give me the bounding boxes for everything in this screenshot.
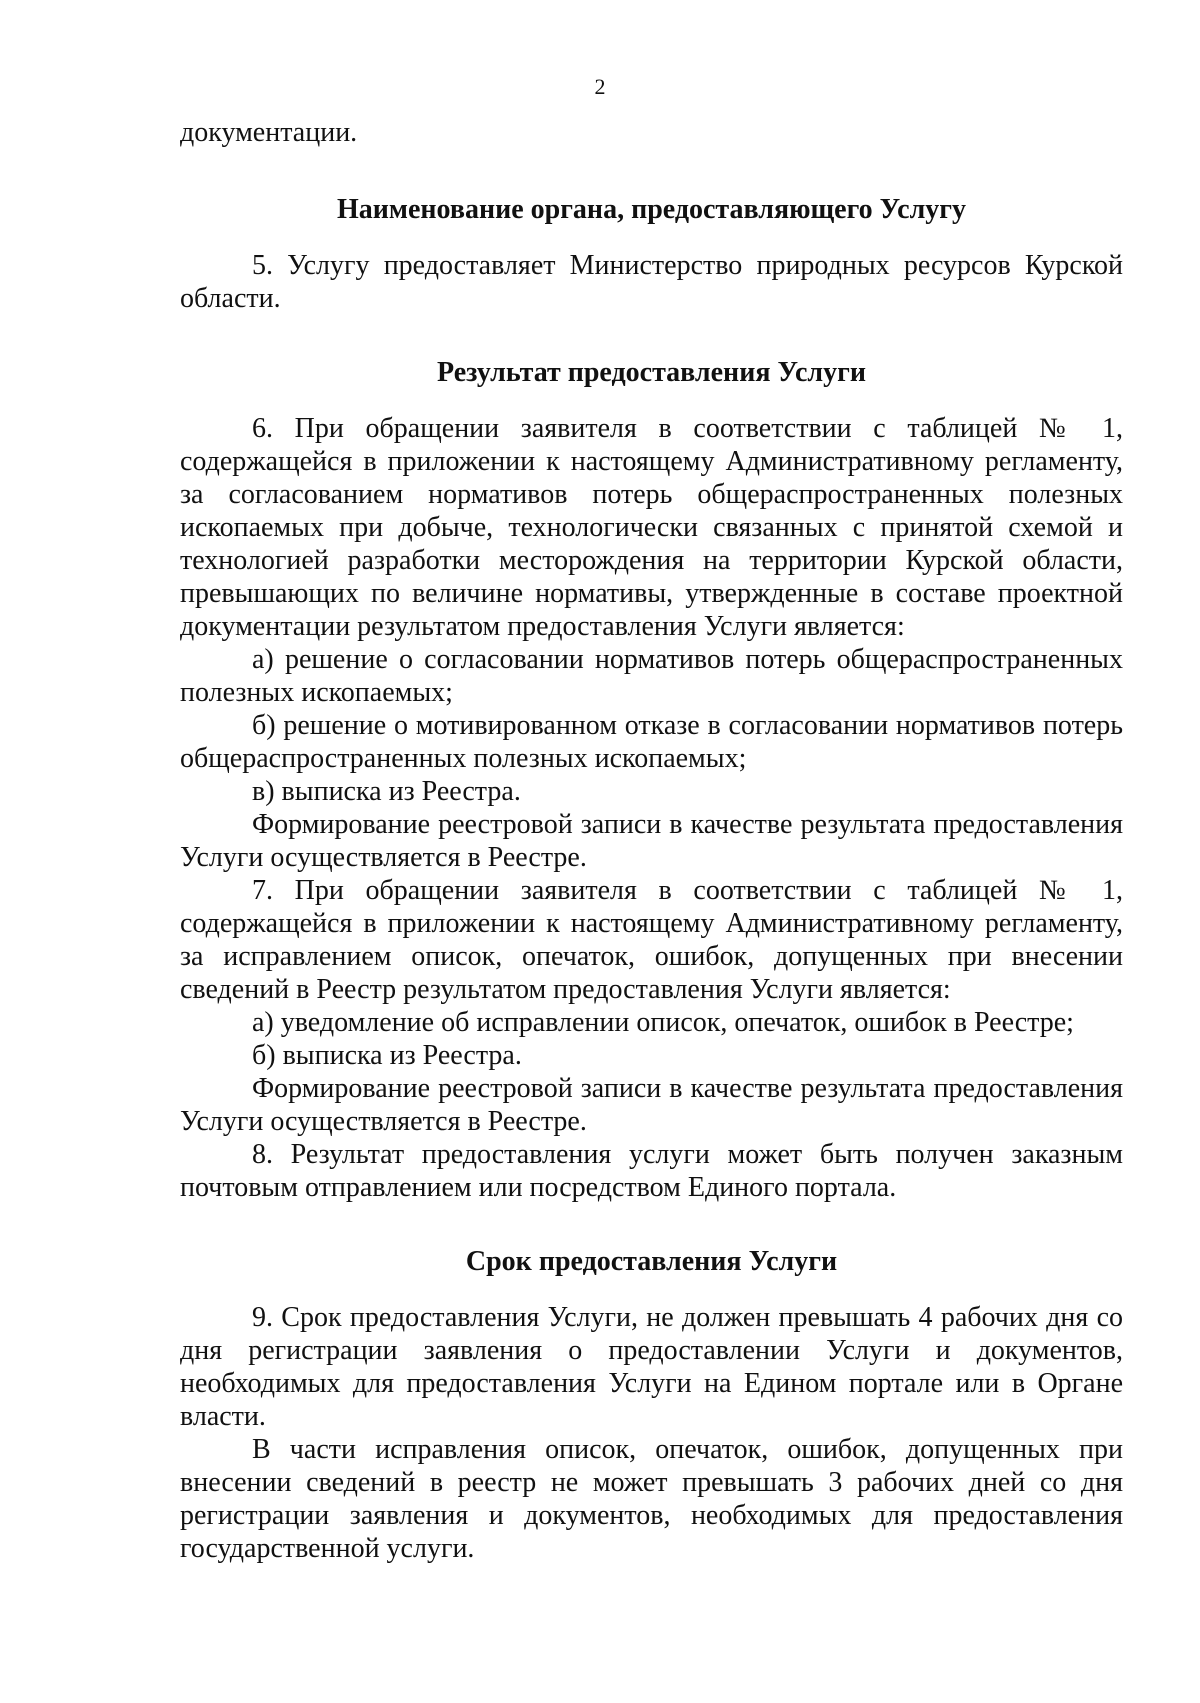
paragraph-6-v: в) выписка из Реестра. [252,776,521,807]
paragraph-7-a: а) уведомление об исправлении описок, опечаток, ошибок в Реестре; [252,1007,1074,1038]
section-heading-term: Срок предоставления Услуги [465,1246,838,1277]
paragraph-7-b: б) выписка из Реестра. [252,1040,522,1071]
paragraph-7-registry-record: Формирование реестровой записи в качестве результата предоставления Услуги осуществляется в Реестре. [180,1073,1123,1137]
section-heading-result: Результат предоставления Услуги [437,357,866,388]
paragraph-7: 7. При обращении заявителя в соответствии с таблицей № 1, содержащейся в приложении к настоящему Административному регламенту, за исправлением описок, опечаток, ошибок, допущенных при внесении сведений в Реестр результатом предоставления Услуги является: [180,875,1123,1005]
paragraph-9-corrections: В части исправления описок, опечаток, ошибок, допущенных при внесении сведений в реестр не может превышать 3 рабочих дней со дня регистрации заявления и документов, необходимых для предоставления государственной услуги. [180,1434,1123,1564]
document-body [180,116,1123,1565]
paragraph-6-b: б) решение о мотивированном отказе в согласовании нормативов потерь общераспространенных полезных ископаемых; [180,710,1123,774]
page-number: 2 [594,74,606,99]
paragraph-8: 8. Результат предоставления услуги может быть получен заказным почтовым отправлением или посредством Единого портала. [180,1139,1123,1203]
paragraph-6-registry-record: Формирование реестровой записи в качестве результата предоставления Услуги осуществляется в Реестре. [180,809,1123,873]
continuation-text: документации. [180,117,358,148]
paragraph-9: 9. Срок предоставления Услуги, не должен превышать 4 рабочих дня со дня регистрации заявления о предоставлении Услуги и документов, необходимых для предоставления Услуги на Едином портале или в Органе власти. [180,1302,1123,1432]
paragraph-6: 6. При обращении заявителя в соответствии с таблицей № 1, содержащейся в приложении к настоящему Административному регламенту, за согласованием нормативов потерь общераспространенных полезных ископаемых при добыче, технологически связанных с принятой схемой и технологией разработки месторождения на территории Курской области, превышающих по величине нормативы, утвержденные в составе проектной документации результатом предоставления Услуги является: [180,413,1123,642]
paragraph-6-a: а) решение о согласовании нормативов потерь общераспространенных полезных ископаемых; [180,644,1123,708]
paragraph-5: 5. Услугу предоставляет Министерство природных ресурсов Курской области. [180,250,1123,314]
section-heading-authority: Наименование органа, предоставляющего Услугу [336,194,966,225]
